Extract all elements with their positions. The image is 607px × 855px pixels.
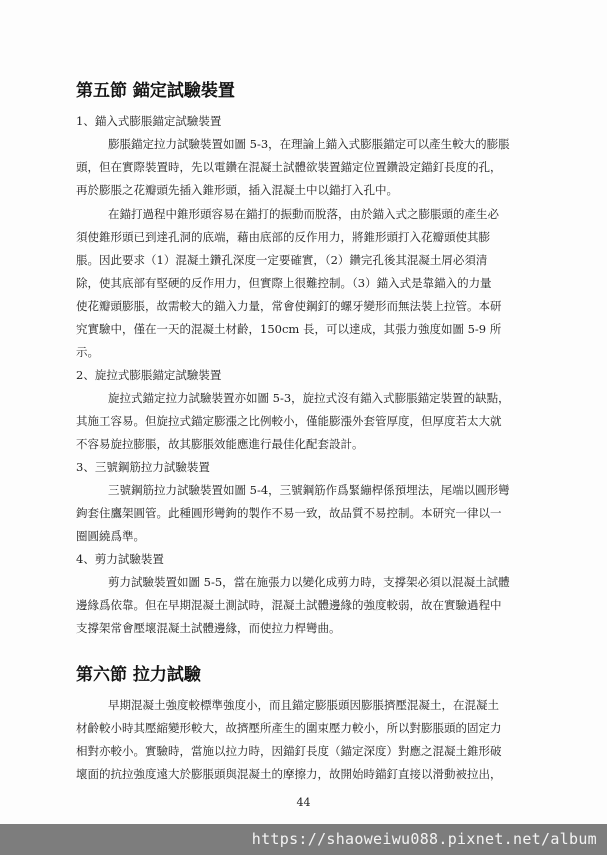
page-number: 44: [296, 796, 311, 809]
paragraph-2-line: 示。: [76, 345, 99, 359]
watermark-footer-bar: [0, 824, 607, 855]
subheading-2: 2、旋拉式膨脹錨定試驗裝置: [76, 368, 222, 382]
section-6-heading: 第六節 拉力試驗: [76, 665, 201, 685]
paragraph-2-line: 脹。因此要求（1）混凝土鑽孔深度一定要確實，（2）鑽完孔後其混凝土屑必須清: [76, 253, 488, 267]
paragraph-4-line: 鉤套住鷹架圓管。此種圓形彎鉤的製作不易一致，故品質不易控制。本研究一律以一: [76, 506, 502, 520]
section-6-paragraph-line: 壞面的抗拉強度遠大於膨脹頭與混凝土的摩擦力，故開始時錨釘直接以滑動被拉出，: [76, 767, 502, 781]
section-6-paragraph-line: 相對亦較小。實驗時，當施以拉力時，因錨釘長度（錨定深度）對應之混凝土錐形破: [76, 744, 502, 758]
paragraph-3-line: 不容易旋拉膨脹，故其膨脹效能應進行最佳化配套設計。: [76, 437, 364, 451]
paragraph-4-line: 圈圓繞爲準。: [76, 529, 145, 543]
paragraph-2-line: 究實驗中，僅在一天的混凝土材齡，150cm 長，可以達成，其張力強度如圖 5-9 所: [76, 322, 502, 336]
paragraph-3-line: 旋拉式錨定拉力試驗裝置亦如圖 5-3，旋拉式沒有錨入式膨脹錨定裝置的缺點，: [108, 391, 510, 405]
paragraph-5-line: 剪力試驗裝置如圖 5-5，當在施張力以變化成剪力時，支撐架必須以混凝土試體: [108, 575, 510, 589]
paragraph-3-line: 其施工容易。但旋拉式錨定膨漲之比例較小，僅能膨漲外套管厚度，但厚度若太大就: [76, 414, 502, 428]
section-5-heading: 第五節 錨定試驗裝置: [76, 81, 235, 101]
paragraph-2-line: 除，使其底部有堅硬的反作用力，但實際上很難控制。（3）錨入式是靠錨入的力量: [76, 276, 492, 290]
paragraph-4-line: 三號鋼筋拉力試驗裝置如圖 5-4，三號鋼筋作爲緊繃桿係預埋法，尾端以圓形彎: [108, 483, 510, 497]
subheading-4: 4、剪力試驗裝置: [76, 552, 164, 566]
paragraph-1-line: 再於膨脹之花瓣頭先插入錐形頭，插入混凝土中以錨打入孔中。: [76, 183, 398, 197]
paragraph-2-line: 使花瓣頭膨脹，故需較大的錨入力量，常會使鋼釘的螺牙變形而無法裝上拉管。本研: [76, 299, 502, 313]
subheading-3: 3、三號鋼筋拉力試驗裝置: [76, 460, 210, 474]
paragraph-5-line: 支撐架常會壓壞混凝土試體邊緣，而使拉力桿彎曲。: [76, 621, 341, 635]
subheading-1: 1、錨入式膨脹錨定試驗裝置: [76, 114, 222, 128]
paragraph-2-line: 須使錐形頭已到達孔洞的底端，藉由底部的反作用力，將錐形頭打入花瓣頭使其膨: [76, 230, 490, 244]
section-6-paragraph-line: 材齡較小時其壓縮變形較大，故擠壓所產生的圍束壓力較小，所以對膨脹頭的固定力: [76, 721, 502, 735]
paragraph-1-line: 膨脹錨定拉力試驗裝置如圖 5-3，在理論上錨入式膨脹錨定可以產生較大的膨脹: [108, 137, 510, 151]
paragraph-5-line: 邊緣爲依靠。但在早期混凝土測試時，混凝土試體邊緣的強度較弱，故在實驗過程中: [76, 598, 502, 612]
paragraph-2-line: 在錨打過程中錐形頭容易在錨打的振動而脫落，由於錨入式之膨脹頭的產生必: [108, 207, 499, 221]
paragraph-1-line: 頭，但在實際裝置時，先以電鑽在混凝土試體欲裝置錨定位置鑽設定錨釘長度的孔，: [76, 160, 502, 174]
album-url: https://shaoweiwu088.pixnet.net/album: [251, 830, 597, 848]
section-6-paragraph-line: 早期混凝土強度較標準強度小，而且錨定膨脹頭因膨脹擠壓混凝土，在混凝土: [108, 698, 499, 712]
